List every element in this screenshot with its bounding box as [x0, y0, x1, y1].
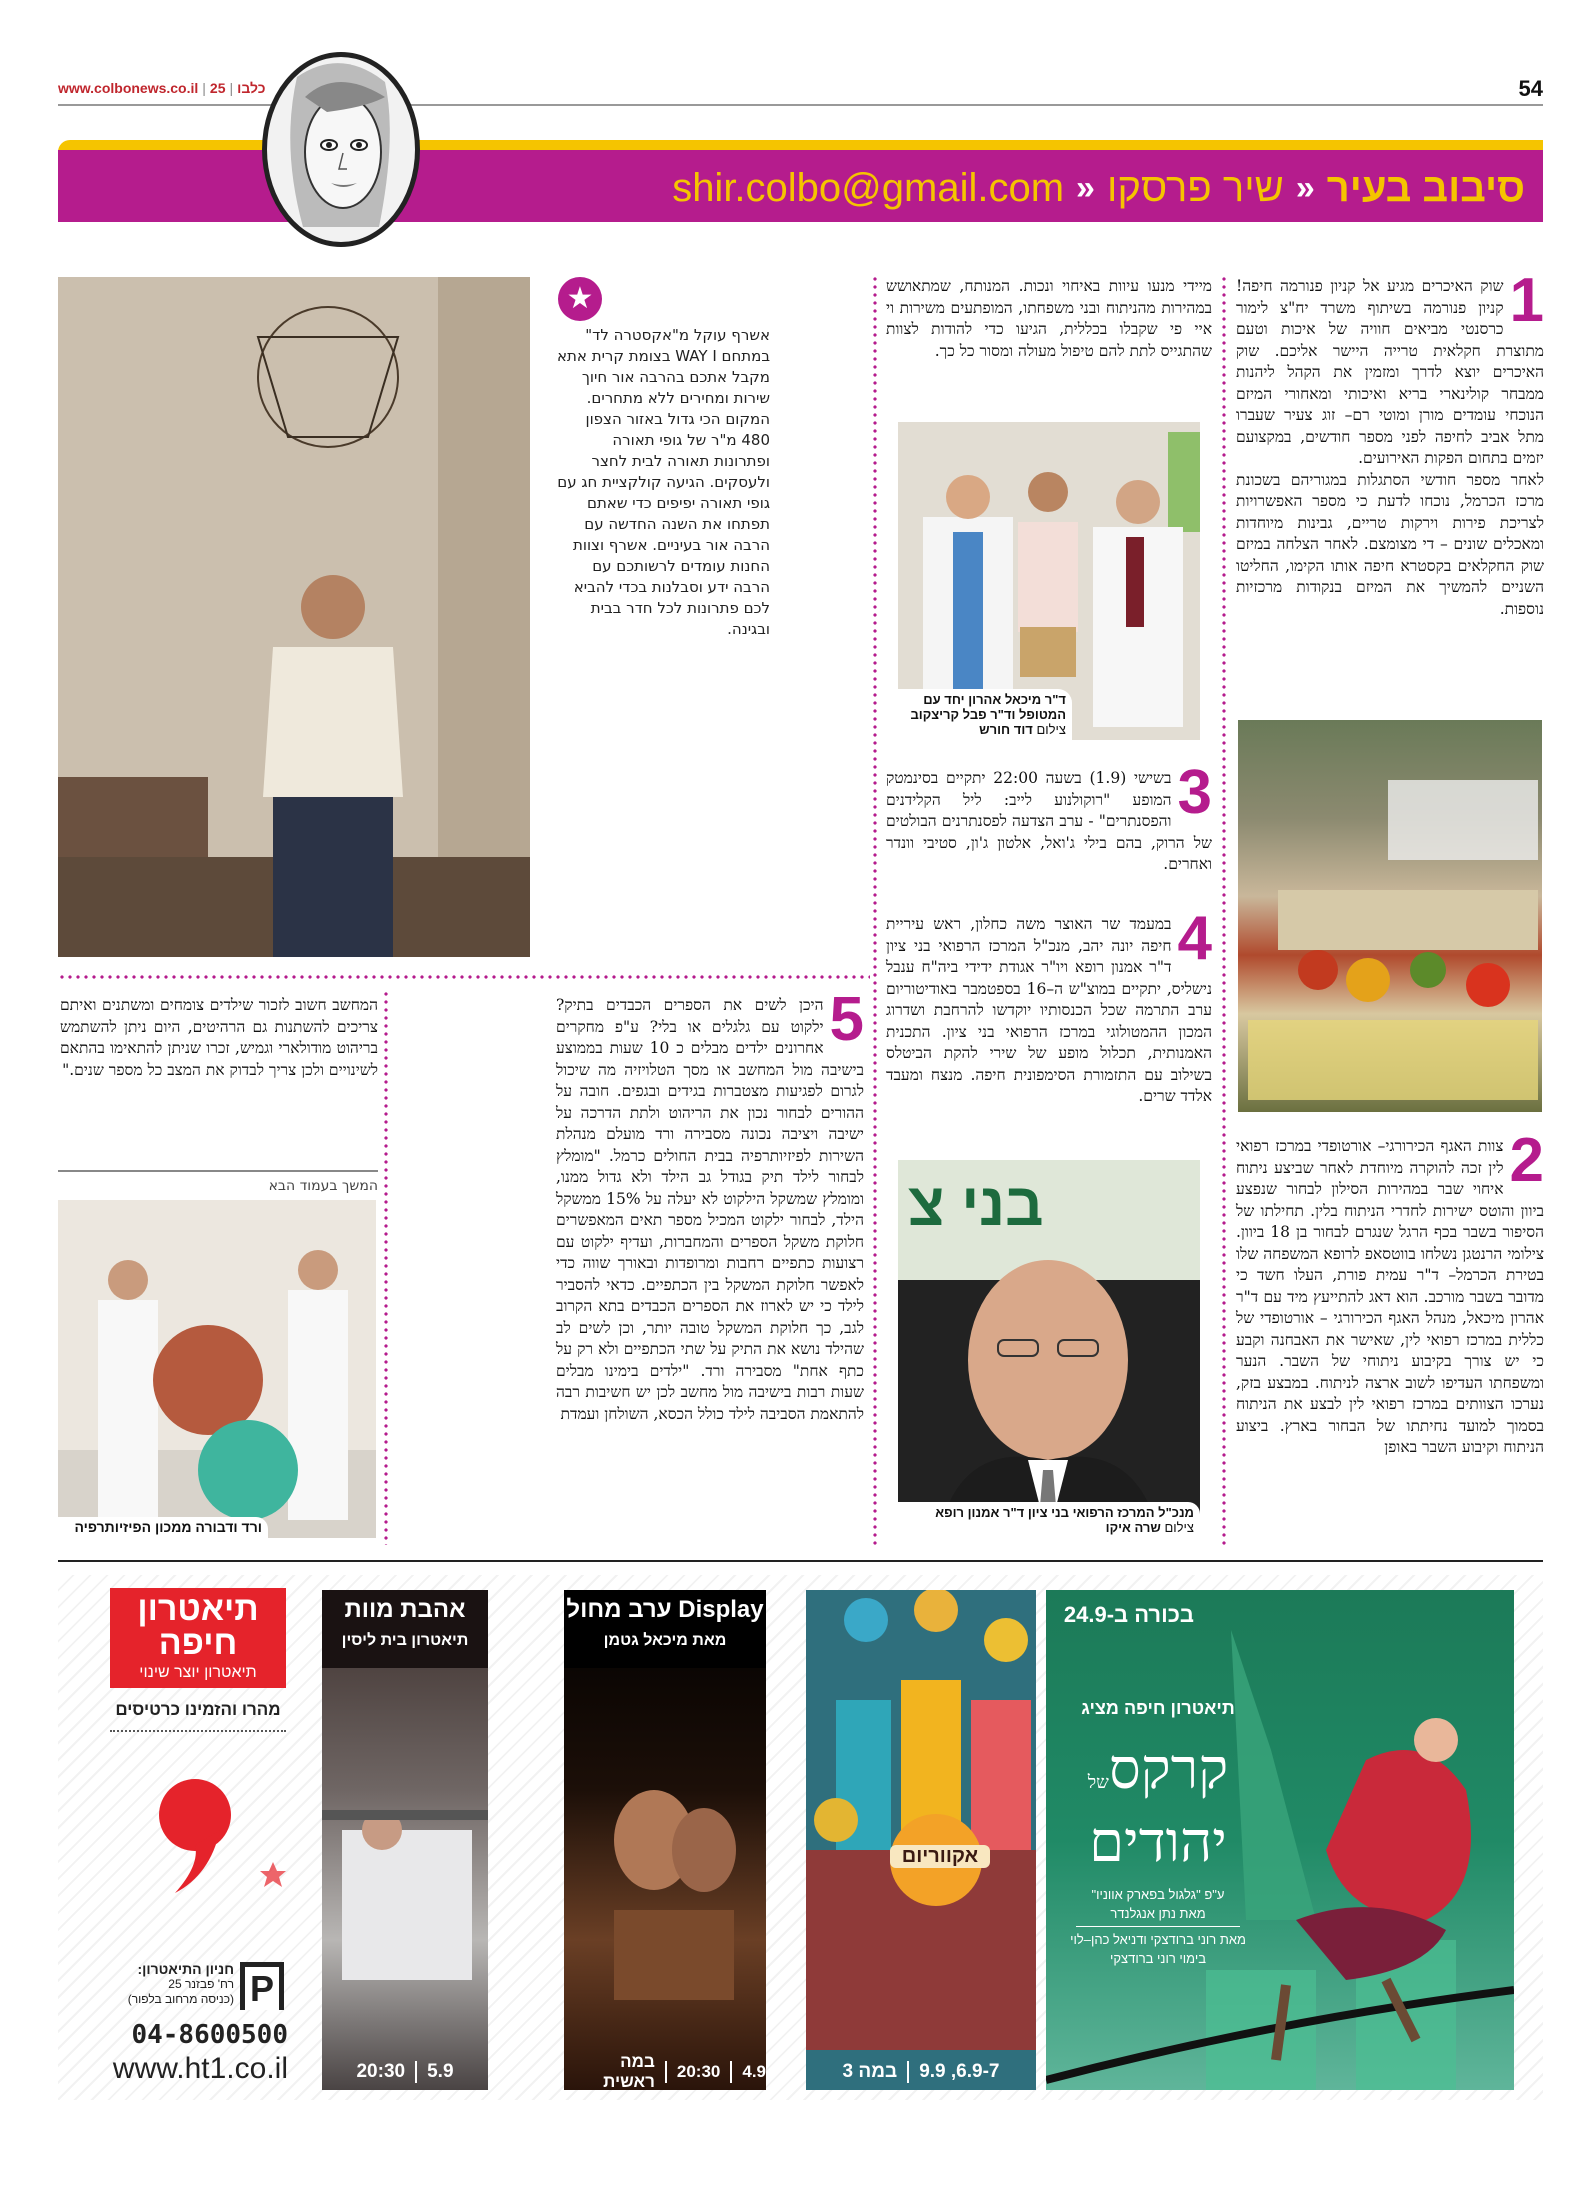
- show-subtitle: מאת מיכאל גטמן: [603, 1632, 727, 1649]
- phone-number[interactable]: 04-8600500: [131, 2020, 288, 2050]
- show-subtitle: תיאטרון בית ליסין: [341, 1632, 469, 1649]
- based-on: ע"פ "גלגול בפארק אווניו": [1091, 1887, 1225, 1902]
- website-link[interactable]: www.ht1.co.il: [112, 2052, 288, 2085]
- article-number: 2: [1509, 1126, 1544, 1195]
- title-part-1: קרקס: [1108, 1737, 1229, 1802]
- show-schedule: [322, 2054, 488, 2090]
- promo-text: אשרף עוקל מ"אקסטרה לד" במתחם WAY I בצומת קרית אתא מקבל אתכם בהרבה אור חיוך שירות ומחירים ללא מתחרים. המקום הכי גדול באזור הצפון 480 מ"ר של גופי תאורה ופתרונות תאורה לבית לחצר ולעסקים. הגיעה קולקציית חג עם גופי תאורה יפיפים כדי שאתם תפתחו את השנה החדשה עם הרבה אור בעיניים. אשרף וצוות החנות עומדים לרשותכם עם הרבה ידע וסבלנות בכדי להביא לכם פתרונות לכל חדר בבית ובגינה.: [557, 326, 770, 638]
- article-2: [1236, 1126, 1544, 1459]
- cta-divider: [110, 1730, 286, 1732]
- show-schedule: [806, 2054, 1036, 2090]
- article-3: [886, 758, 1212, 876]
- logo-tagline: תיאטרון יוצר שינוי: [139, 1664, 257, 1681]
- article-number: 5: [829, 985, 864, 1054]
- parking-note: (כניסה מרחוב בלפור): [127, 1992, 234, 2006]
- cta-text[interactable]: מהרו והזמינו כרטיסים: [115, 1700, 281, 1719]
- author-email[interactable]: shir.colbo@gmail.com: [672, 165, 1065, 210]
- show-date: 4.9: [742, 2062, 766, 2081]
- show-card[interactable]: [322, 1590, 488, 2090]
- paper-name: כלבו: [237, 80, 266, 96]
- photo-caption: ורד ודבורה ממכון הפיזיותרפיה: [58, 1517, 268, 1538]
- parking-address: רח' פבזנר 25: [168, 1977, 234, 1991]
- header-meta: www.colbonews.co.il | כלבו|25: [58, 80, 266, 96]
- article-number: 3: [1177, 758, 1212, 827]
- show-schedule: [564, 2054, 766, 2090]
- chevron-icon: «: [1295, 168, 1315, 207]
- column-divider: [1222, 275, 1226, 1545]
- article-body: צוות האגף הכירורגי– אורטופדי במרכז רפואי לין זכה להוקרה מיוחדת לאחר שביצע ניתוח איחוי שבר במהירות הסילון לבחור שנפצע ביוון והוטס ישירות לחדרי הניתוח בלין. תחילתו של הסיפור בשבר בכף הרגל שנגרם לבחור בן 18 ביוון. צילומי הרנטגן נשלחו בווטסאפ לרופא המשפחה שלו בטירת הכרמל– ד"ר עמית פורת, העלו חשד כי מדובר בשבר מורכב. הוא דאג להתייעץ מיד עם ד"ר אהרון מיכאל, מנהל האגף הכירורגי – אורטופדי של כללית במרכז רפואי לין, שאישר את האבחנה וקבע כי יש צורך בקיבוע ניתוחי של השבר. הנער ומשפחתו העדיפו לשוב ארצה לניתוח. במבצע בזק, נערכו הצוותים במרכז רפואי לין לבצע את הניתוח בסמוך למועד נחיתתו של הבחור בארץ. ביצוע הניתוח וקיבוע השבר באופן: [1236, 1137, 1544, 1456]
- credit-label: צילום: [1036, 722, 1066, 737]
- article-body: לימור כרסנטי מביאים חוויה של איכות וטעם מתוצרת חקלאית טרייה היישר אליכם. שוק האיכרים יוצא לדרך ומזמין את הקהל ליהנות ממבחר קולינארי בריא ואיכותי ומאחורי המיזם הנוכחי עומדים מורן ומוטי רם– זוג צעיר שעברו מתל אביב לחיפה לפני מספר חודשים, במקצועם יזמים בתחום הפקות האירועים.: [1236, 298, 1544, 467]
- show-time: 20:30: [676, 2062, 721, 2081]
- writers: מאת רוני ברודצקי ודניאל כהן–לוי: [1070, 1932, 1246, 1947]
- show-header: [322, 1590, 488, 1668]
- show-date: 5.9: [427, 2061, 454, 2082]
- credit-name: דוד חורש: [979, 722, 1033, 737]
- article-body: היכן לשים את הספרים הכבדים בתיק? ילקוט עם גלגלים או בלי? ע"פ מחקרים אחרונים ילדים מבלים כ 10 שעות בממוצע בישיבה מול המחשב או מסך הטלויזיה מה שיכול לגרום לפגיעות מצטברות בגידים ובגפים. חובה על ההורים לבחור נכון את הריהוט ולתת הדרכה על ישיבה ויציבה נכונה מסבירה ורד מועלם מנהלת השירות לפיזיותרפיה בבית החולים כרמל. "מומלץ לבחור לילד תיק בגודל גב הילד ולא גדול ממנו, ומומלץ שמשקל הילקוט לא יעלה על 15% ממשקל הילד, לבחור ילקוט המכיל מספר תאים המאפשרים חלוקת משקל הספרים והמחברות, ועדיף ילקוט עם רצועות כתפיים רחבות ומרופדות ובאורך שווה כדי לאפשר חלוקת המשקל בין הכתפיים. כדאי להסביר לילד כי יש לארוז את הספרים הכבדים בתא הקרוב לגב, כך חלוקת המשקל טובה יותר, וכן לשים לב שהילד נושא את התיק על שתי הכתפיים ולא רק על כתף אחת" מסבירה ורד. "ילדים בימינו מבלים שעות רבות בישיבה מול מחשב לכן יש חשיבות רבה להתאמת הסביבה לילד כולל הכסא, השולחן ועמדת: [556, 996, 864, 1423]
- store-owner-photo: [58, 277, 530, 957]
- director: בימוי רוני ברודצקי: [1110, 1951, 1206, 1966]
- show-title: Display ערב מחול: [566, 1596, 764, 1623]
- site-url[interactable]: www.colbonews.co.il: [58, 80, 199, 96]
- show-date: 6.9-7, 9.9: [919, 2061, 1000, 2082]
- show-time: 20:30: [356, 2061, 406, 2082]
- article-body: בשישי (1.9) בשעה 22:00 יתקיים בסינמטק המופע "רוקולנוע לייב: ליל הקלידנים והפסנתרים" - ערב הצדעה לפסנתרנים הבולטים של הרוק, בהם בילי ג'ואל, אלטון ג'ון, סטיבי וונדר ואחרים.: [886, 769, 1212, 873]
- parking-icon: P: [240, 1962, 284, 2010]
- ministry-logo-icon: [258, 1860, 298, 1900]
- title-small: של: [1087, 1772, 1109, 1793]
- presents-text: תיאטרון חיפה מציג: [1081, 1698, 1235, 1718]
- poster-text: אקווריום: [890, 1845, 990, 1868]
- ad-separator: [58, 1560, 1543, 1562]
- caption-text: ד"ר מיכאל אהרון יחד עם המטופל וד"ר פבל קריצקוב: [910, 692, 1066, 722]
- article-number: 1: [1509, 266, 1544, 335]
- premiere-date: בכורה ב-24.9: [1063, 1602, 1194, 1627]
- article-5-continued: המחשב חשוב לזכור שילדים צומחים ומשתנים ואיתם צריכים להשתנות גם הרהיטים, היום ניתן להשתמש בריהוט מודולארי וגמיש, זכרו שניתן להתאימו בהתאם לשינויים ולכן צריך לבדוק את המצב כל מספר שנים.": [60, 996, 378, 1079]
- show-card[interactable]: [564, 1590, 766, 2090]
- author-caricature: [262, 52, 420, 247]
- hospital-photo: [898, 422, 1200, 740]
- show-stage: במה ראשית: [603, 2052, 655, 2090]
- comma-logo-icon: [150, 1775, 240, 1895]
- caption-text: מנכ"ל המרכז הרפואי בני ציון ד"ר אמנון רופא: [935, 1505, 1194, 1520]
- credit-label: צילום: [1164, 1520, 1194, 1535]
- photo-caption: [898, 689, 1072, 740]
- show-stage: במה 3: [842, 2061, 898, 2082]
- article-2-continued: מיידי מנעו עיוות באיחוי ונכות. המנותח, שמתאושש במהירות מהניתוח ובני משפחתו, המופתעים משירות וי איי פי שקבלו בכללית, הגיעו כדי להודות לצוות שהתגייס לתת להם טיפול מעולה ומסור כל כך.: [886, 277, 1212, 360]
- continued-label: המשך בעמוד הבא: [58, 1170, 378, 1194]
- row-divider: [58, 975, 870, 979]
- parking-info: [110, 1962, 234, 2007]
- chevron-icon: «: [1076, 168, 1095, 207]
- feature-credits: [1060, 1885, 1256, 1968]
- show-header: [564, 1590, 766, 1668]
- column-divider: [384, 990, 388, 1545]
- article-body: במעמד שר האוצר משה כחלון, ראש עיריית חיפה יונה יהב, מנכ"ל המרכז הרפואי בני ציון ד"ר אמנון רופא ויו"ר אגודת ידידי ביה"ח ענבל נישליס, יתקיים במוצ"ש ה–16 בספטמבר באודיטוריום ערב התרמה שכל הכנסותיו יוקדשו להרחבת ושדרוג המכון ההמטולוגי במרכז הרפואי בני ציון. התכנית האמנותית, תכלול מופע של שירי להקת הביטלס בשילוב עם התזמורת הסימפונית חיפה. מנצח ומעבד אלדד שרים.: [886, 915, 1213, 1105]
- theatre-logo: [110, 1588, 286, 1688]
- title-part-2: יהודים: [1089, 1810, 1227, 1875]
- article-number: 4: [1177, 904, 1212, 973]
- doctor-portrait-photo: [898, 1160, 1200, 1538]
- article-5: [556, 985, 864, 1425]
- section-title: סיבוב בעיר: [1326, 165, 1525, 210]
- farmers-market-photo: [1238, 720, 1542, 1112]
- physiotherapy-photo: [58, 1200, 376, 1538]
- feature-title: [1060, 1737, 1256, 1875]
- page-number: 54: [1518, 76, 1543, 101]
- logo-line-1: תיאטרון: [137, 1590, 259, 1628]
- article-1: [1236, 266, 1544, 620]
- issue-number: 25: [209, 80, 226, 96]
- article-body-2: לאחר מספר חודשי הסתגלות במגוריהם בשכונת מרכז הכרמל, נוכחו לדעת כי מספר האפשרויות לצריכת פירות וירקות טריים, גבינות מיוחדות ומאכלים שונים – די מצומצם. לאחר הצלחה במיזם שוק החקלאים בקסטרא חיפה אותו הקימו, החליטו השניים להמשיך את המיזם בנקודות מרכזיות נוספות.: [1236, 470, 1544, 618]
- parking-title: חניון התיאטרון:: [137, 1961, 234, 1977]
- article-lead: שוק האיכרים מגיע אל קניון פנורמה חיפה! קניון פנורמה בשיתוף משרד יח"צ: [1236, 277, 1504, 317]
- feature-show-poster[interactable]: [1046, 1590, 1514, 2090]
- author-name: שיר פרסקו: [1106, 165, 1284, 210]
- logo-line-2: חיפה: [158, 1624, 238, 1662]
- column-divider: [873, 275, 877, 1545]
- sign-text: בני צ: [908, 1171, 1044, 1238]
- show-title: אהבת מוות: [344, 1596, 466, 1623]
- star-icon: ★: [558, 277, 602, 321]
- credit-name: שרה איקו: [1105, 1520, 1161, 1535]
- book-author: מאת נתן אנגלנדר: [1110, 1906, 1206, 1921]
- photo-caption: [898, 1502, 1200, 1538]
- show-card[interactable]: [806, 1590, 1036, 2090]
- article-4: [886, 904, 1213, 1108]
- banner-title: [672, 158, 1525, 218]
